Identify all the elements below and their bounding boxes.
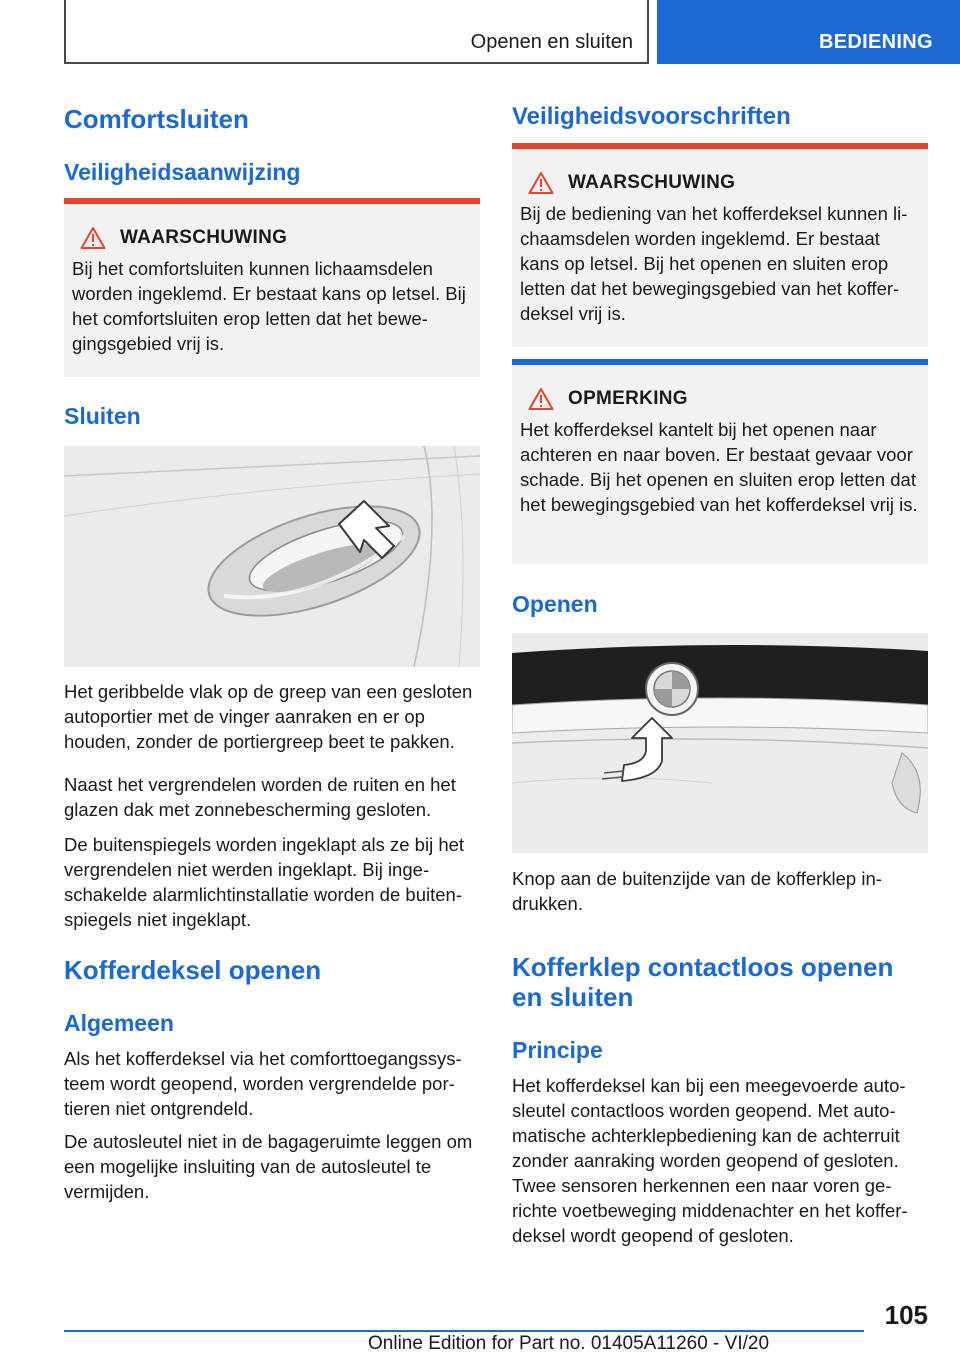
sluiten-paragraph-2: Naast het vergrendelen worden de ruiten en het glazen dak met zonnebescherming gesloten. — [64, 774, 456, 820]
warning-triangle-icon — [528, 171, 554, 195]
warning-title: WAARSCHUWING — [568, 172, 736, 193]
header-chapter-tab — [657, 0, 960, 64]
heading-kofferdeksel-openen: Kofferdeksel openen — [64, 955, 322, 985]
sluiten-paragraph-1: Het geribbelde vlak op de greep van een gesloten autoportier met de vinger aanraken en er op houden, zonder de portiergreep beet te pakken. — [64, 681, 473, 752]
header-section-title: Openen en sluiten — [470, 31, 633, 53]
subtitle-veiligheidsaanwijzing: Veiligheidsaanwijzing — [64, 159, 301, 185]
algemeen-paragraph-2: De autosleutel niet in de bagageruimte leggen om een mogelijke insluiting van de autosleutel te vermijden. — [64, 1131, 473, 1202]
note-text: Het kofferdeksel kantelt bij het openen naar achteren en naar boven. Er bestaat gevaar voor schade. Bij het openen en sluiten erop letten dat het bewegingsgebied van het kofferdeksel vrij is. — [520, 419, 918, 515]
header-chapter-label: BEDIENING — [819, 31, 933, 53]
openen-paragraph: Knop aan de buitenzijde van de kofferklep indrukken. — [512, 868, 882, 914]
warning-title: WAARSCHUWING — [120, 227, 288, 248]
algemeen-paragraph-1: Als het kofferdeksel via het comforttoegangssysteem wordt geopend, worden vergrendelde portieren niet ontgrendeld. — [64, 1048, 462, 1119]
heading-sluiten: Sluiten — [64, 403, 141, 429]
header-section-box — [64, 0, 649, 64]
sluiten-paragraph-3: De buitenspiegels worden ingeklapt als ze bij het vergrendelen niet werden ingeklapt. Bij ingeschakelde alarmlichtinstallatie worden de buitenspiegels niet ingeklapt. — [64, 834, 465, 930]
page-number: 105 — [884, 1300, 928, 1330]
principe-paragraph: Het kofferdeksel kan bij een meegevoerde autosleutel contactloos worden geopend. Met automatische achterklepbediening kan de achterruit zonder aanraking worden geopend of gesloten. Twee sensoren herkennen een naar voren gerichte voetbeweging middenachter en het kofferdeksel wordt geopend of gesloten. — [512, 1075, 908, 1246]
warning-box-kofferdeksel — [512, 143, 928, 347]
heading-algemeen: Algemeen — [64, 1010, 174, 1036]
note-title: OPMERKING — [568, 388, 688, 409]
warning-box-comfortsluiten — [64, 198, 480, 377]
note-box-kofferdeksel — [512, 359, 928, 564]
heading-kofferklep-contactloos: Kofferklep contactloos openen en sluiten — [512, 952, 894, 1012]
warning-text: Bij het comfortsluiten kunnen lichaamsdelen worden ingeklemd. Er bestaat kans op letsel. Bij het comfortsluiten erop letten dat het bewegingsgebied vrij is. — [72, 258, 466, 354]
note-triangle-icon — [528, 387, 554, 411]
trunk-button-illustration — [512, 633, 928, 853]
heading-openen: Openen — [512, 591, 598, 617]
footer-edition: Online Edition for Part no. 01405A11260 - VI/20 — [368, 1333, 770, 1354]
warning-text: Bij de bediening van het kofferdeksel kunnen lichaamsdelen worden ingeklemd. Er bestaat kans op letsel. Bij het openen en sluiten erop letten dat het bewegingsgebied van het kofferdeksel vrij is. — [520, 203, 908, 324]
heading-veiligheidsvoorschriften: Veiligheidsvoorschriften — [512, 103, 791, 130]
heading-principe: Principe — [512, 1037, 603, 1063]
door-handle-illustration — [64, 446, 480, 667]
title-comfortsluiten: Comfortsluiten — [64, 104, 249, 134]
footer-divider — [64, 1330, 864, 1332]
warning-triangle-icon — [80, 226, 106, 250]
